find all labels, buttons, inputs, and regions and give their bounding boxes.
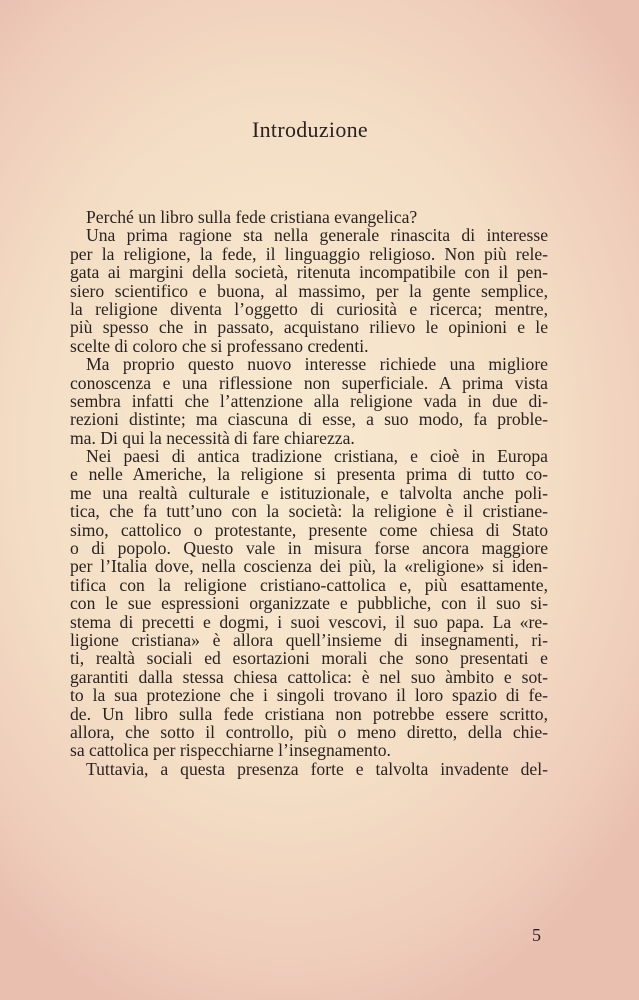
text-line: stema di precetti e dogmi, i suoi vescovi, il suo papa. La «re- [70,611,548,632]
text-line: tifica con la religione cristiano-cattolica e, più esattamente, [70,574,548,595]
text-line: garantiti dalla stessa chiesa cattolica: è nel suo àmbito e sot- [70,666,548,687]
text-line: Una prima ragione sta nella generale rinascita di interesse [86,225,548,246]
text-line: la religione diventa l’oggetto di curiosità e ricerca; mentre, [70,298,548,319]
text-line: Perché un libro sulla fede cristiana evangelica? [86,207,418,227]
text-line: ti, realtà sociali ed esortazioni morali che sono presentati e [70,648,548,669]
chapter-title: Introduzione [251,117,368,142]
text-line: sembra infatti che l’attenzione alla religione vada in due di- [70,390,548,411]
page-number: 5 [532,925,541,945]
text-line: ligione cristiana» è allora quell’insieme di insegnamenti, ri- [70,629,548,650]
text-line: Nei paesi di antica tradizione cristiana, e cioè in Europa [86,446,548,467]
text-line: simo, cattolico o protestante, presente come chiesa di Stato [70,519,548,540]
text-line: scelte di coloro che si professano credenti. [70,335,369,356]
text-line: tica, che fa tutt’uno con la società: la religione è il cristiane- [70,501,548,522]
text-line: rezioni distinte; ma ciascuna di esse, a suo modo, fa proble- [70,409,548,430]
text-line: Tuttavia, a questa presenza forte e talvolta invadente del- [86,758,548,779]
text-line: per la religione, la fede, il linguaggio religioso. Non più rele- [70,243,548,264]
text-line: Ma proprio questo nuovo interesse richiede una migliore [86,354,548,375]
text-line: e nelle Americhe, la religione si presenta prima di tutto co- [70,464,548,485]
text-line: ma. Di qui la necessità di fare chiarezza. [70,427,355,448]
text-line: conoscenza e una riflessione non superficiale. A prima vista [70,372,548,393]
text-line: me una realtà culturale e istituzionale, e talvolta anche poli- [70,482,548,503]
body-text [70,208,548,778]
text-line: più spesso che in passato, acquistano rilievo le opinioni e le [70,317,548,338]
text-line: to la sua protezione che i singoli trovano il loro spazio di fe- [70,685,548,706]
text-line: siero scientifico e buona, al massimo, per la gente semplice, [70,280,548,301]
text-line: de. Un libro sulla fede cristiana non potrebbe essere scritto, [70,703,548,724]
text-line: sa cattolica per rispecchiarne l’insegnamento. [70,740,391,761]
text-line: allora, che sotto il controllo, più o meno diretto, della chie- [70,721,548,742]
text-line: con le sue espressioni organizzate e pubbliche, con il suo si- [70,593,548,614]
text-line: gata ai margini della società, ritenuta incompatibile con il pen- [70,262,548,283]
text-line: o di popolo. Questo vale in misura forse ancora maggiore [70,538,548,559]
text-line: per l’Italia dove, nella coscienza dei più, la «religione» si iden- [70,556,548,577]
